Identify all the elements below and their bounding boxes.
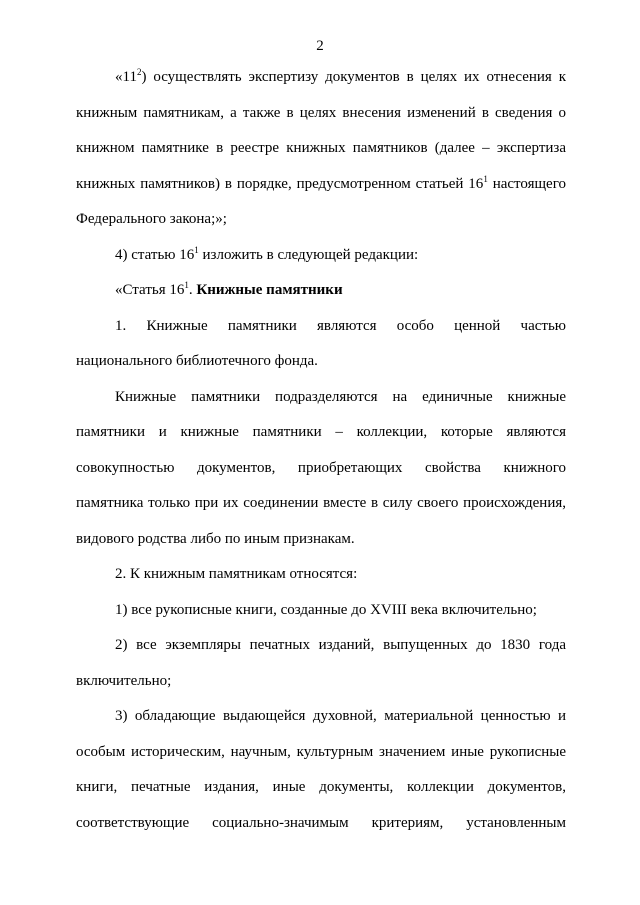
text-span: ) осуществлять экспертизу документов в целях их отнесения к xyxy=(141,69,566,85)
paragraph-line: книги, печатные издания, иные документы, коллекции документов, xyxy=(76,779,566,795)
page-number: 2 xyxy=(316,38,324,54)
article-heading xyxy=(76,279,566,315)
paragraph-line: соответствующие социально-значимым критериям, установленным xyxy=(76,814,566,831)
text-span: книжных памятников) в порядке, предусмотренном статьей 16 xyxy=(76,175,484,192)
paragraph-line xyxy=(76,244,566,280)
paragraph-line: книжным памятникам, а также в целях внесения изменений в сведения о xyxy=(76,104,566,121)
paragraph-line: 2) все экземпляры печатных изданий, выпущенных до 1830 года xyxy=(115,637,566,653)
text-span: изложить в следующей редакции: xyxy=(198,246,419,263)
paragraph-line: включительно; xyxy=(76,672,172,689)
paragraph-line: Книжные памятники подразделяются на единичные книжные xyxy=(115,388,566,405)
paragraph-line: совокупностью документов, приобретающих свойства книжного xyxy=(76,459,566,476)
text-span: «Статья 16 xyxy=(115,282,185,298)
text-span: «11 xyxy=(115,69,137,85)
paragraph-line: видового родства либо по иным признакам. xyxy=(76,530,355,547)
paragraph-line: Федерального закона;»; xyxy=(76,211,227,227)
document-body xyxy=(76,66,566,847)
paragraph-line: памятники и книжные памятники – коллекции, которые являются xyxy=(76,424,566,440)
paragraph-line: 1) все рукописные книги, созданные до XVIII века включительно; xyxy=(115,601,537,618)
paragraph-line: 1. Книжные памятники являются особо ценной частью xyxy=(115,317,566,334)
paragraph-line: памятника только при их соединении вместе в силу своего происхождения, xyxy=(76,495,566,511)
text-span: 4) статью 16 xyxy=(115,246,195,263)
paragraph-line: национального библиотечного фонда. xyxy=(76,353,318,369)
text-span: настоящего xyxy=(487,175,566,192)
paragraph-line: 2. К книжным памятникам относятся: xyxy=(115,566,358,582)
paragraph-line: книжном памятнике в реестре книжных памятников (далее – экспертиза xyxy=(76,140,566,156)
paragraph-line: 3) обладающие выдающейся духовной, материальной ценностью и xyxy=(115,708,566,724)
superscript: 1 xyxy=(184,280,189,290)
superscript: 1 xyxy=(483,173,488,184)
superscript: 1 xyxy=(194,244,199,255)
paragraph-line xyxy=(76,66,566,102)
text-span: . xyxy=(188,282,197,298)
paragraph-line xyxy=(76,173,566,209)
paragraph-line: особым историческим, научным, культурным значением иные рукописные xyxy=(76,743,566,760)
article-title: Книжные памятники xyxy=(196,282,343,298)
superscript: 2 xyxy=(136,67,142,77)
